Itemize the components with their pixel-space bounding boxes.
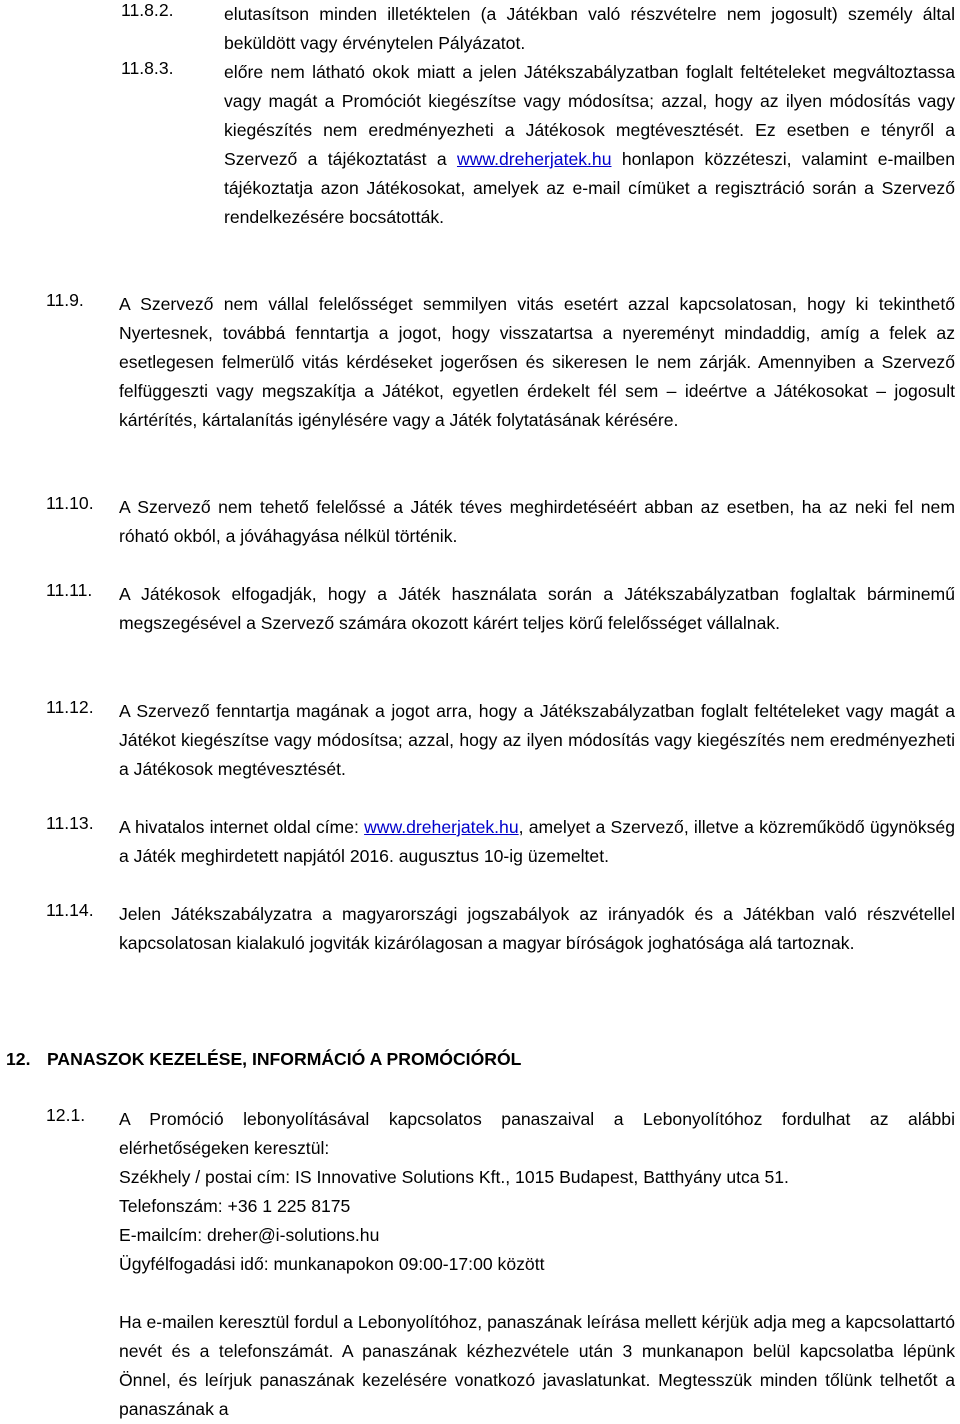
section-text-content: A Játékosok elfogadják, hogy a Játék használata során a Játékszabályzatban foglaltak bárminemű megszegésével a Szervező számára okozott kárért teljes körű felelősséget vállalnak.	[119, 584, 955, 633]
section-text-part: A hivatalos internet oldal címe:	[119, 817, 365, 837]
intro-text: A Promóció lebonyolításával kapcsolatos panaszaival a Lebonyolítóhoz fordulhat az alábbi elérhetőségeken keresztül:	[119, 1109, 955, 1158]
section-text-part: előre nem látható okok miatt a jelen Játékszabályzatban foglalt feltételeket megváltoztassa vagy magát a Promóciót kiegészítse vagy módosítsa; azzal, hogy az ilyen módosítás vagy kiegészítés nem eredményezheti a Játékosok megtévesztését. Ez esetben e tényről a Szervező a tájékoztatást a	[224, 62, 955, 169]
section-12-1	[46, 1105, 955, 1424]
section-11-9	[46, 290, 955, 435]
section-text	[119, 290, 955, 435]
email-contact-paragraph: Ha e-mailen keresztül fordul a Lebonyolítóhoz, panaszának leírása mellett kérjük adja meg a kapcsolattartó nevét és a telefonszámát. A panaszának kézhezvétele után 3 munkanapon belül kapcsolatba lépünk Önnel, és leírjuk panaszának kezelésére vonatkozó javaslatunkat. Megtesszük minden tőlünk telhetőt a panaszának a	[119, 1312, 955, 1419]
section-number: 11.11.	[46, 580, 93, 600]
section-number: 11.14.	[46, 900, 94, 920]
section-text-content: A Szervező fenntartja magának a jogot arra, hogy a Játékszabályzatban foglalt feltételeket vagy magát a Játékot kiegészítse vagy módosítsa; azzal, hogy az ilyen módosítás vagy kiegészítés nem eredményezheti a Játékosok megtévesztését.	[119, 701, 955, 779]
hours-line: Ügyfélfogadási idő: munkanapokon 09:00-17:00 között	[119, 1254, 545, 1274]
section-text	[119, 580, 955, 638]
section-number: 11.9.	[46, 290, 84, 310]
section-12-heading	[6, 1045, 956, 1074]
section-text-content: elutasítson minden illetéktelen (a Játékban való részvételre nem jogosult) személy által beküldött vagy érvénytelen Pályázatot.	[224, 4, 955, 53]
section-number: 11.13.	[46, 813, 94, 833]
section-text-content: Jelen Játékszabályzatra a magyarországi jogszabályok az irányadók és a Játékban való részvétellel kapcsolatosan kialakuló jogviták kizárólagosan a magyar bíróságok joghatósága alá tartoznak.	[119, 904, 955, 953]
section-text	[119, 813, 955, 871]
section-11-8-2	[121, 0, 955, 58]
section-11-12	[46, 697, 955, 784]
section-11-14	[46, 900, 955, 958]
section-text	[119, 900, 955, 958]
section-text-part: , amelyet a Szervező, illetve a közreműködő ügynökség a Játék meghirdetett napjától 2016. augusztus 10-ig üzemeltet.	[119, 817, 956, 866]
section-text	[224, 58, 955, 232]
section-11-13	[46, 813, 955, 871]
heading-title: PANASZOK KEZELÉSE, INFORMÁCIÓ A PROMÓCIÓRÓL	[47, 1049, 522, 1069]
section-11-11	[46, 580, 955, 638]
section-number: 11.12.	[46, 697, 94, 717]
address-line: Székhely / postai cím: IS Innovative Solutions Kft., 1015 Budapest, Batthyány utca 51.	[119, 1167, 789, 1187]
section-text-content: A Szervező nem tehető felelőssé a Játék téves meghirdetéséért abban az esetben, ha az neki fel nem róható okból, a jóváhagyása nélkül történik.	[119, 497, 955, 546]
section-text	[224, 0, 955, 58]
section-number: 11.10.	[46, 493, 94, 513]
website-link[interactable]: www.dreherjatek.hu	[456, 149, 612, 169]
heading-number: 12.	[6, 1049, 31, 1069]
section-text-content: A Szervező nem vállal felelősséget semmilyen vitás esetért azzal kapcsolatosan, hogy ki tekinthető Nyertesnek, továbbá fenntartja a jogot, hogy visszatartsa a nyereményt mindaddig, amíg a felek az esetlegesen felmerülő vitás kérdéseket jogerősen és sikeresen le nem zárják. Amennyiben a Szervező felfüggeszti vagy megszakítja a Játékot, egyetlen érdekelt fél sem – ideértve a Játékosokat – jogosult kártérítés, kártalanítás igénylésére vagy a Játék folytatásának kérésére.	[119, 294, 955, 430]
section-number: 11.8.3.	[121, 58, 174, 78]
section-11-10	[46, 493, 955, 551]
section-11-8-3	[121, 58, 955, 232]
website-link[interactable]: www.dreherjatek.hu	[364, 817, 519, 837]
section-text	[119, 493, 955, 551]
email-line: E-mailcím: dreher@i-solutions.hu	[119, 1225, 380, 1245]
section-body	[119, 1105, 955, 1424]
phone-line: Telefonszám: +36 1 225 8175	[119, 1196, 351, 1216]
section-number: 11.8.2.	[121, 0, 174, 20]
section-text	[119, 697, 955, 784]
section-number: 12.1.	[46, 1105, 86, 1125]
section-text-part: honlapon közzéteszi, valamint e-mailben tájékoztatja azon Játékosokat, amelyek az e-mail címüket a regisztráció során a Szervező rendelkezésére bocsátották.	[224, 149, 955, 227]
